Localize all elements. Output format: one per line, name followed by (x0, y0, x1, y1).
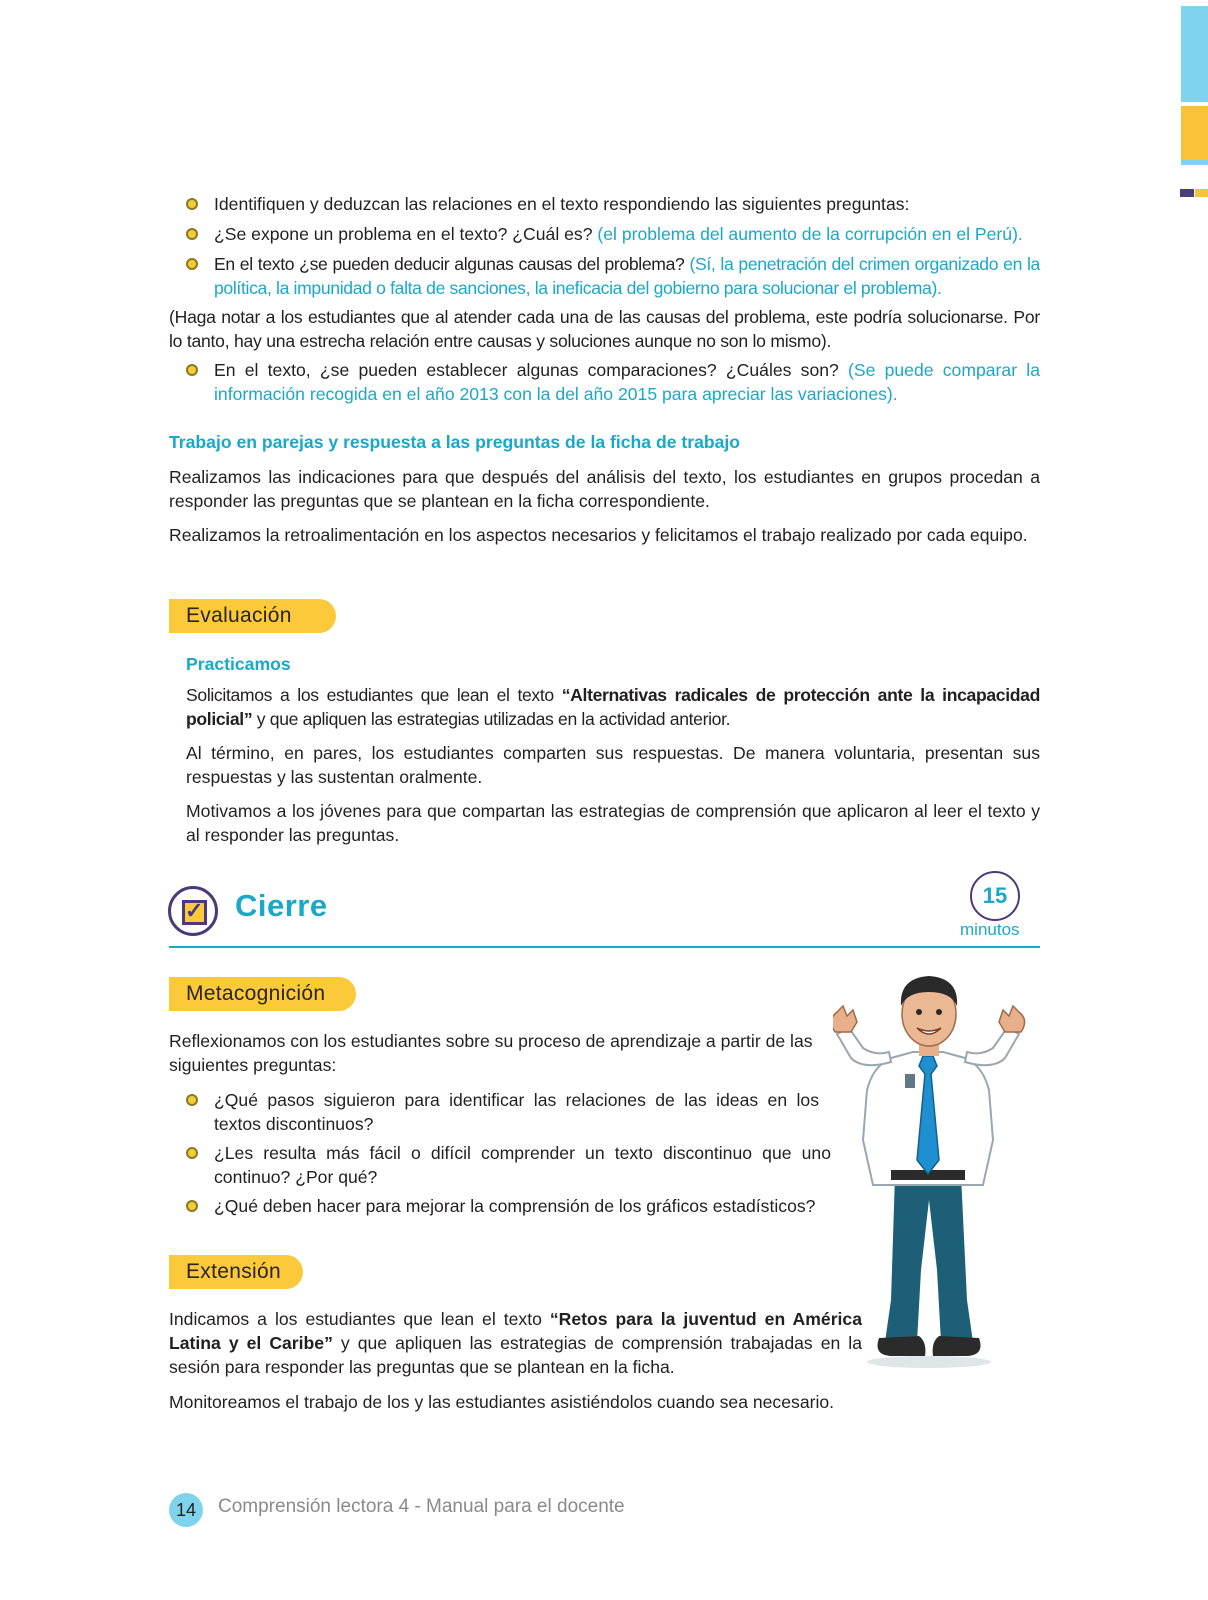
minutes-value: 15 (982, 883, 1008, 908)
bullet-compare: En el texto, ¿se pueden establecer algunas comparaciones? ¿Cuáles son? (Se puede comparar la información recogida en el año 2013 con la del año 2015 para apreciar las variaciones). (169, 358, 1040, 406)
trabajo-paragraph-1: Realizamos las indicaciones para que después del análisis del texto, los estudiantes en grupos procedan a responder las preguntas que se plantean en la ficha correspondiente. (169, 467, 1040, 511)
side-tab-blue (1181, 6, 1208, 102)
page-number: 14 (169, 1493, 203, 1527)
meta-question-2: ¿Les resulta más fácil o difícil comprender un texto discontinuo que uno continuo? ¿Por qué? (169, 1141, 831, 1189)
meta-question-1: ¿Qué pasos siguieron para identificar las relaciones de las ideas en los textos discontinuos? (169, 1088, 819, 1136)
metacognicion-intro: Reflexionamos con los estudiantes sobre su proceso de aprendizaje a partir de las siguientes preguntas: (169, 1031, 813, 1075)
note-paragraph: (Haga notar a los estudiantes que al atender cada una de las causas del problema, este podría solucionarse. Por lo tanto, hay una estrecha relación entre causas y soluciones aunque no son lo mismo). (169, 307, 1040, 351)
evaluacion-paragraph-1: Solicitamos a los estudiantes que lean el texto “Alternativas radicales de protección ante la incapacidad policial” y que apliquen las estrategias utilizadas en la actividad anterior. (186, 685, 1040, 729)
bullet-icon (186, 1094, 198, 1106)
bullet-icon (186, 198, 198, 210)
bullet-icon (186, 364, 198, 376)
side-tab-strip (1181, 160, 1208, 165)
bullet-icon (186, 1200, 198, 1212)
metacognicion-label: Metacognición (169, 977, 356, 1011)
extension-label: Extensión (169, 1255, 303, 1289)
extension-paragraph-1: Indicamos a los estudiantes que lean el texto “Retos para la juventud en América Latina y el Caribe” y que apliquen las estrategias de comprensión trabajadas en la sesión para responder las preguntas que se plantean en la ficha. (169, 1309, 862, 1377)
side-tab-yellow-mark (1195, 189, 1208, 197)
side-tab-yellow (1181, 106, 1208, 161)
meta-question-3: ¿Qué deben hacer para mejorar la comprensión de los gráficos estadísticos? (169, 1194, 869, 1218)
practicamos-heading: Practicamos (186, 654, 291, 674)
evaluacion-paragraph-3: Motivamos a los jóvenes para que compartan las estrategias de comprensión que aplicaron al leer el texto y al responder las preguntas. (186, 801, 1040, 845)
trabajo-heading: Trabajo en parejas y respuesta a las preguntas de la ficha de trabajo (169, 432, 741, 452)
evaluacion-label: Evaluación (169, 599, 336, 633)
bullet-icon (186, 228, 198, 240)
bullet-causes: En el texto ¿se pueden deducir algunas causas del problema? (Sí, la penetración del crimen organizado en la política, la impunidad o falta de sanciones, la ineficacia del gobierno para solucionar el problema). (169, 252, 1040, 300)
bullet-identify: Identifiquen y deduzcan las relaciones en el texto respondiendo las siguientes preguntas: (169, 192, 1040, 216)
footer-title: Comprensión lectora 4 - Manual para el docente (218, 1496, 625, 1517)
extension-paragraph-2: Monitoreamos el trabajo de los y las estudiantes asistiéndolos cuando sea necesario. (169, 1392, 835, 1412)
cierre-divider (169, 946, 1040, 948)
checkbox-icon: ✓ (168, 886, 218, 936)
minutes-label: minutos (960, 920, 1020, 939)
cierre-title: Cierre (235, 888, 328, 923)
teacher-illustration (833, 970, 1055, 1370)
clock-icon (970, 871, 1020, 921)
trabajo-paragraph-2: Realizamos la retroalimentación en los aspectos necesarios y felicitamos el trabajo realizado por cada equipo. (169, 525, 1028, 545)
bullet-icon (186, 1147, 198, 1159)
side-tab-purple-mark (1180, 189, 1194, 197)
bullet-icon (186, 258, 198, 270)
bullet-problem: ¿Se expone un problema en el texto? ¿Cuál es? (el problema del aumento de la corrupción en el Perú). (169, 222, 1040, 246)
evaluacion-paragraph-2: Al término, en pares, los estudiantes comparten sus respuestas. De manera voluntaria, presentan sus respuestas y las sustentan oralmente. (186, 743, 1040, 787)
